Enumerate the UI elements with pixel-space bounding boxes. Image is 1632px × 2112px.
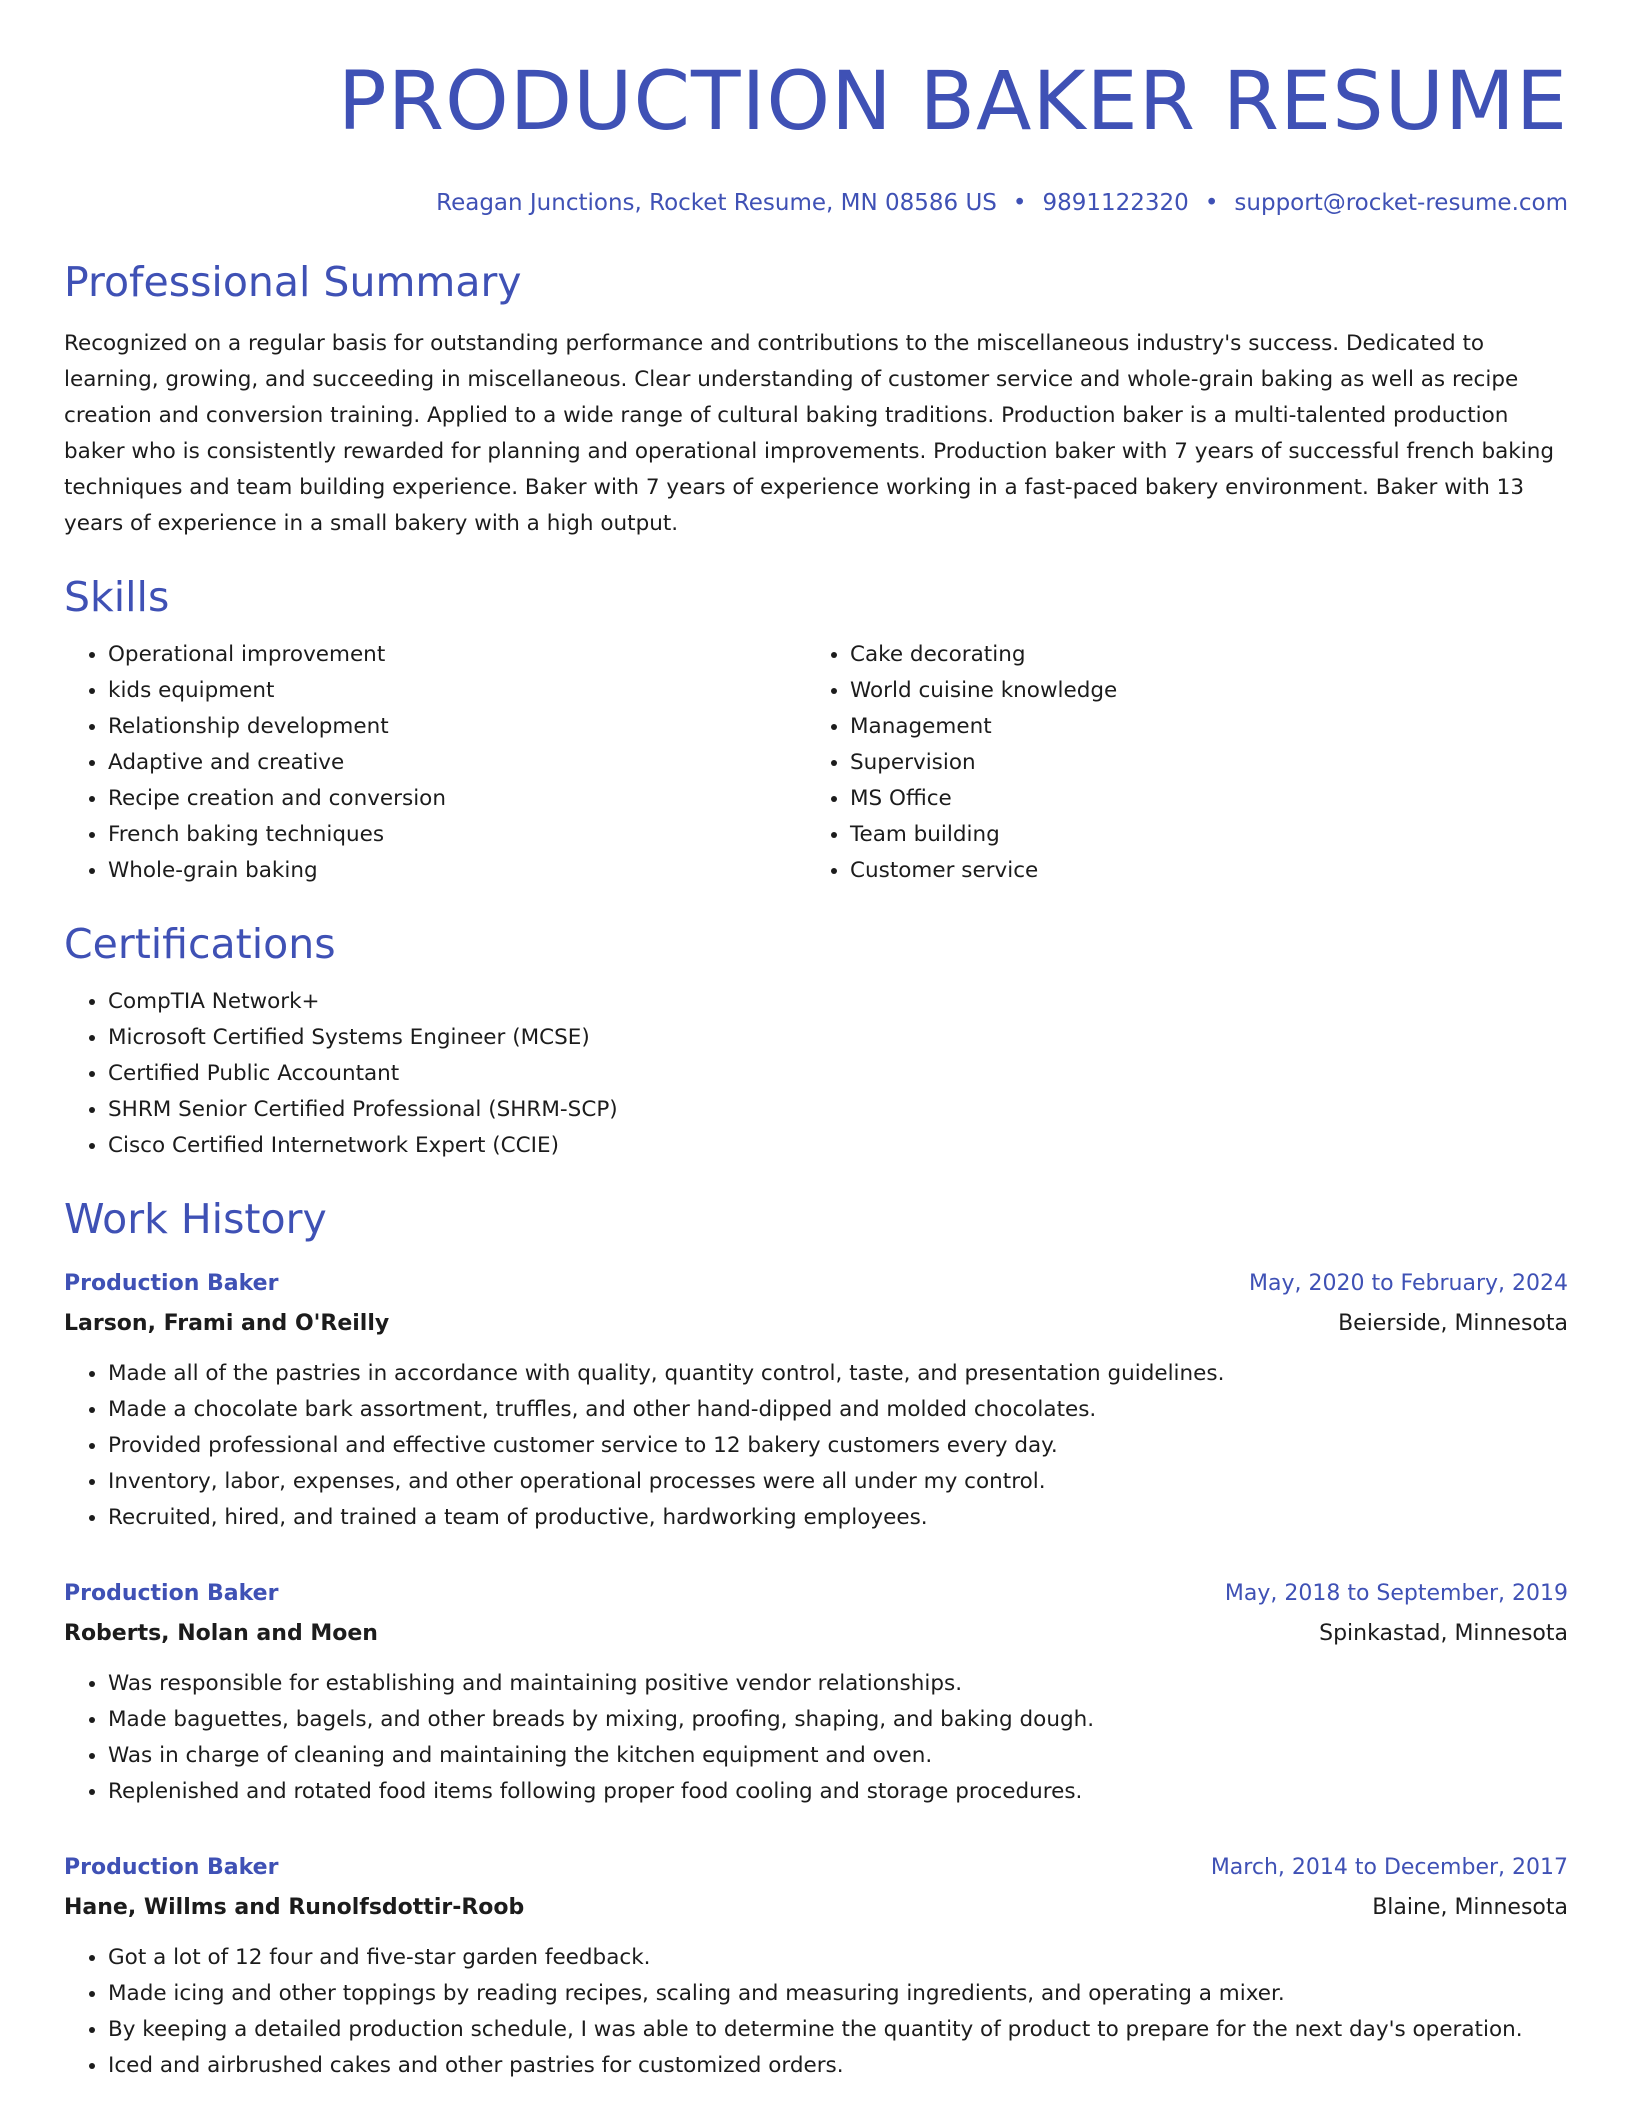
job-bullet: • Was responsible for establishing and maintaining positive vendor relationships. bbox=[108, 1666, 1568, 1702]
skills-column-left bbox=[64, 637, 806, 889]
skill-item: • Cake decorating bbox=[850, 637, 1548, 673]
contact-email: support@rocket-resume.com bbox=[1234, 190, 1568, 216]
certifications-list bbox=[64, 984, 1568, 1164]
skill-item: • kids equipment bbox=[108, 673, 806, 709]
job-bullet: • Made a chocolate bark assortment, truffles, and other hand-dipped and molded chocolates. bbox=[108, 1392, 1568, 1428]
skill-item: • Operational improvement bbox=[108, 637, 806, 673]
job-bullets bbox=[64, 1940, 1568, 2084]
job-bullet: • Made baguettes, bagels, and other breads by mixing, proofing, shaping, and baking dough. bbox=[108, 1702, 1568, 1738]
separator-dot: • bbox=[1012, 190, 1027, 216]
job-dates: May, 2020 to February, 2024 bbox=[1249, 1271, 1568, 1296]
skill-item: • Team building bbox=[850, 817, 1548, 853]
contact-line bbox=[64, 189, 1568, 217]
job-bullet: • Got a lot of 12 four and five-star garden feedback. bbox=[108, 1940, 1568, 1976]
job-company: Hane, Willms and Runolfsdottir-Roob bbox=[64, 1895, 525, 1920]
job-bullet: • Provided professional and effective customer service to 12 bakery customers every day. bbox=[108, 1428, 1568, 1464]
job-title: Production Baker bbox=[64, 1271, 279, 1296]
contact-phone: 9891122320 bbox=[1042, 190, 1189, 216]
resume-header bbox=[64, 0, 1568, 217]
skill-item: • Customer service bbox=[850, 853, 1548, 889]
job-bullet: • Was in charge of cleaning and maintaining the kitchen equipment and oven. bbox=[108, 1738, 1568, 1774]
contact-address: Reagan Junctions, Rocket Resume, MN 08586 US bbox=[436, 190, 997, 216]
job-entry bbox=[64, 1848, 1568, 2084]
job-entry bbox=[64, 1574, 1568, 1810]
job-location: Beierside, Minnesota bbox=[1338, 1311, 1568, 1336]
job-company: Roberts, Nolan and Moen bbox=[64, 1621, 378, 1646]
certification-item: • Certified Public Accountant bbox=[108, 1056, 1568, 1092]
job-bullet: • Made all of the pastries in accordance with quality, quantity control, taste, and presentation guidelines. bbox=[108, 1356, 1568, 1392]
job-bullet: • Iced and airbrushed cakes and other pastries for customized orders. bbox=[108, 2048, 1568, 2084]
separator-dot: • bbox=[1204, 190, 1219, 216]
certification-item: • CompTIA Network+ bbox=[108, 984, 1568, 1020]
job-location: Spinkastad, Minnesota bbox=[1319, 1621, 1568, 1646]
job-bullet: • Inventory, labor, expenses, and other operational processes were all under my control. bbox=[108, 1464, 1568, 1500]
skill-item: • Supervision bbox=[850, 745, 1548, 781]
certifications-heading: Certifications bbox=[64, 920, 336, 968]
skill-item: • Whole-grain baking bbox=[108, 853, 806, 889]
resume-title: PRODUCTION BAKER RESUME bbox=[337, 55, 1568, 149]
job-bullet: • Recruited, hired, and trained a team of productive, hardworking employees. bbox=[108, 1500, 1568, 1536]
job-dates: March, 2014 to December, 2017 bbox=[1210, 1855, 1568, 1880]
job-company: Larson, Frami and O'Reilly bbox=[64, 1311, 390, 1336]
skills-heading: Skills bbox=[64, 573, 170, 621]
job-dates: May, 2018 to September, 2019 bbox=[1224, 1581, 1568, 1606]
job-bullet: • By keeping a detailed production schedule, I was able to determine the quantity of product to prepare for the next day's operation. bbox=[108, 2012, 1568, 2048]
job-bullet: • Replenished and rotated food items following proper food cooling and storage procedures. bbox=[108, 1774, 1568, 1810]
skill-item: • Recipe creation and conversion bbox=[108, 781, 806, 817]
job-bullets bbox=[64, 1666, 1568, 1810]
certification-item: • SHRM Senior Certified Professional (SHRM-SCP) bbox=[108, 1092, 1568, 1128]
job-title: Production Baker bbox=[64, 1581, 279, 1606]
job-entry bbox=[64, 1264, 1568, 1536]
skills-column-right bbox=[806, 637, 1548, 889]
work-history-heading: Work History bbox=[64, 1195, 327, 1243]
job-bullet: • Made icing and other toppings by reading recipes, scaling and measuring ingredients, and operating a mixer. bbox=[108, 1976, 1568, 2012]
skill-item: • Relationship development bbox=[108, 709, 806, 745]
summary-heading: Professional Summary bbox=[64, 258, 522, 306]
certification-item: • Cisco Certified Internetwork Expert (CCIE) bbox=[108, 1128, 1568, 1164]
skill-item: • Adaptive and creative bbox=[108, 745, 806, 781]
job-bullets bbox=[64, 1356, 1568, 1536]
skill-item: • Management bbox=[850, 709, 1548, 745]
skills-list bbox=[64, 637, 1568, 889]
skill-item: • MS Office bbox=[850, 781, 1548, 817]
skill-item: • French baking techniques bbox=[108, 817, 806, 853]
summary-text: Recognized on a regular basis for outstanding performance and contributions to the miscellaneous industry's success. Dedicated to learning, growing, and succeeding in miscellaneous. Clear understanding of customer service and whole-grain baking as well as recipe creation and conversion training. Applied to a wide range of cultural baking traditions. Production baker is a multi-talented production baker who is consistently rewarded for planning and operational improvements. Production baker with 7 years of successful french baking techniques and team building experience. Baker with 7 years of experience working in a fast-paced bakery environment. Baker with 13 years of experience in a small bakery with a high output. bbox=[64, 331, 1555, 536]
job-location: Blaine, Minnesota bbox=[1372, 1895, 1568, 1920]
skill-item: • World cuisine knowledge bbox=[850, 673, 1548, 709]
certification-item: • Microsoft Certified Systems Engineer (MCSE) bbox=[108, 1020, 1568, 1056]
job-title: Production Baker bbox=[64, 1855, 279, 1880]
